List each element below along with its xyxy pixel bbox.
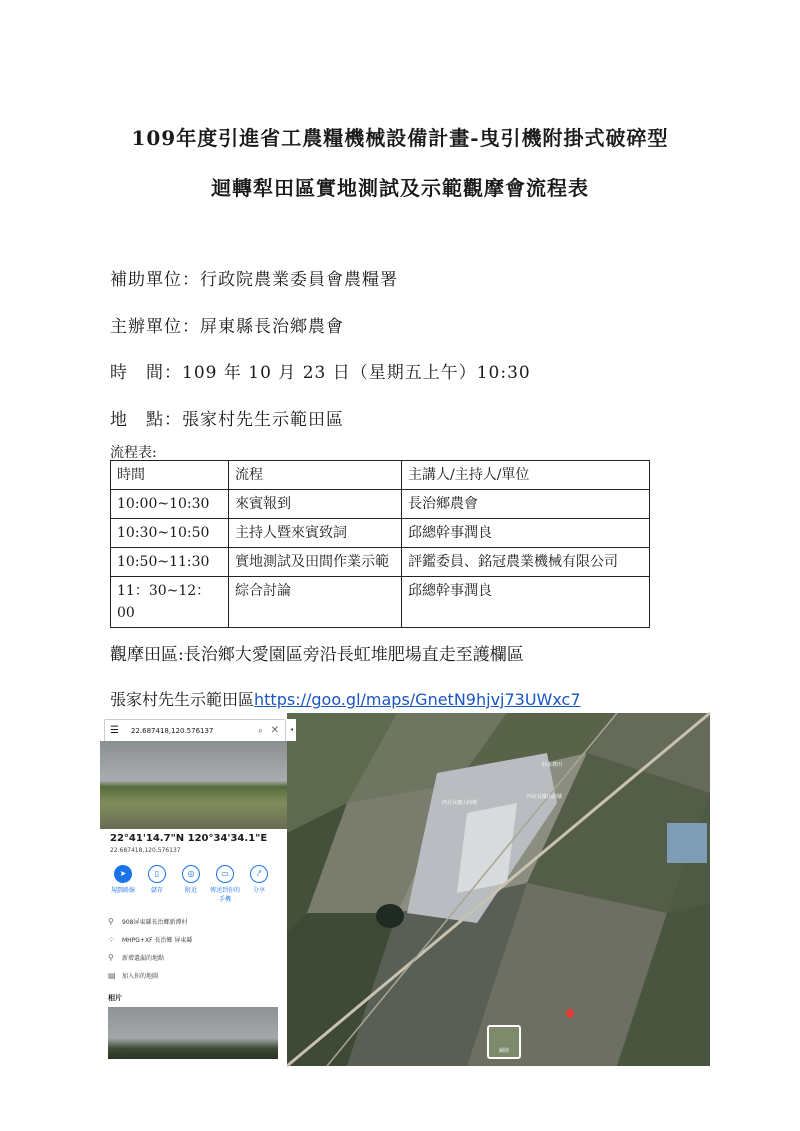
header-cell: 流程 xyxy=(229,461,402,490)
flow-table-label: 流程表: xyxy=(110,445,157,461)
nearby-icon: ◎ xyxy=(182,865,200,883)
place-line: 地 點：張家村先生示範田區 xyxy=(110,410,344,430)
organizer-line: 主辦單位：屏東縣長治鄉農會 xyxy=(110,317,344,337)
map-screenshot xyxy=(100,713,769,1066)
process-cell: 來賓報到 xyxy=(229,490,402,519)
plus-code-row[interactable]: ⁘ MHPG+XF 長治鄉 屏東縣 xyxy=(108,935,193,944)
header-cell: 主講人/主持人/單位 xyxy=(402,461,650,490)
table-row xyxy=(111,490,650,519)
action-bar xyxy=(106,865,281,905)
add-missing-place-row[interactable]: ⚲ 新增遺漏的地點 xyxy=(108,953,165,962)
title-line2: 迴轉犁田區實地測試及示範觀摩會流程表 xyxy=(211,176,589,200)
speaker-cell: 長治鄉農會 xyxy=(402,490,650,519)
layers-button[interactable]: 圖層 xyxy=(487,1025,521,1059)
table-row xyxy=(111,519,650,548)
visit-area-line: 觀摩田區:長治鄉大愛園區旁沿長虹堆肥場直走至護欄區 xyxy=(110,645,524,665)
search-box[interactable] xyxy=(104,719,286,743)
process-cell: 主持人暨來賓致詞 xyxy=(229,519,402,548)
phone-icon: ▭ xyxy=(216,865,234,883)
time-cell: 10:50~11:30 xyxy=(111,548,229,577)
add-to-map-row[interactable]: ▤ 加入你的地圖 xyxy=(108,971,159,980)
share-button[interactable]: ⤤ 分享 xyxy=(242,865,276,894)
map-link[interactable]: https://goo.gl/maps/GnetN9hjvj73UWxc7 xyxy=(254,690,581,709)
process-cell: 綜合討論 xyxy=(229,577,402,628)
map-label: 西北長慶山商號 xyxy=(527,794,563,800)
directions-button[interactable]: ➤ 規劃路線 xyxy=(106,865,140,894)
directions-icon: ➤ xyxy=(114,865,132,883)
photos-heading: 相片 xyxy=(108,994,122,1002)
place-marker-icon: ⚲ xyxy=(108,917,114,926)
time-line: 時 間：109 年 10 月 23 日（星期五上午）10:30 xyxy=(110,363,531,383)
street-photo[interactable] xyxy=(108,1007,278,1059)
add-place-icon: ⚲ xyxy=(108,953,114,962)
coordinates-decimal: 22.687418,120.576137 xyxy=(110,847,181,854)
flow-table xyxy=(110,460,650,628)
table-row xyxy=(111,548,650,577)
map-link-prefix: 張家村先生示範田區 xyxy=(110,690,255,709)
share-icon: ⤤ xyxy=(250,865,268,883)
speaker-cell: 邱總幹事潤良 xyxy=(402,577,650,628)
sponsor-line: 補助單位：行政院農業委員會農糧署 xyxy=(110,270,398,290)
title-line1: 109年度引進省工農糧機械設備計畫-曳引機附掛式破碎型 xyxy=(131,126,669,150)
time-cell: 10:30~10:50 xyxy=(111,519,229,548)
place-photo[interactable] xyxy=(100,741,287,829)
map-link-line xyxy=(110,687,581,710)
satellite-map[interactable] xyxy=(287,713,769,1066)
google-logo: Google xyxy=(733,1050,769,1060)
process-cell: 實地測試及田間作業示範 xyxy=(229,548,402,577)
plus-code-icon: ⁘ xyxy=(108,935,115,944)
time-cell: 10:00~10:30 xyxy=(111,490,229,519)
map-label: 仙水農田 xyxy=(542,762,563,768)
search-icon[interactable]: ⌕ xyxy=(257,726,263,736)
collapse-panel-icon[interactable]: ◂ xyxy=(287,719,296,741)
coordinates-title: 22°41'14.7"N 120°34'34.1"E xyxy=(110,833,268,844)
close-icon[interactable]: ✕ xyxy=(270,725,279,736)
save-button[interactable]: ▯ 儲存 xyxy=(140,865,174,894)
address-row[interactable]: ⚲ 908屏東縣長治鄉新潭村 xyxy=(108,917,188,926)
speaker-cell: 邱總幹事潤良 xyxy=(402,519,650,548)
menu-icon[interactable]: ☰ xyxy=(110,725,119,736)
search-input[interactable]: 22.687418,120.576137 xyxy=(131,727,214,735)
map-label: 西北長慶山商號 xyxy=(442,800,478,806)
table-row xyxy=(111,577,650,628)
header-cell: 時間 xyxy=(111,461,229,490)
speaker-cell: 評鑑委員、銘冠農業機械有限公司 xyxy=(402,548,650,577)
map-icon: ▤ xyxy=(108,971,116,980)
table-header-row xyxy=(111,461,650,490)
bookmark-icon: ▯ xyxy=(148,865,166,883)
send-to-phone-button[interactable]: ▭ 傳送到你的手機 xyxy=(208,865,242,903)
time-cell: 11：30~12：00 xyxy=(111,577,229,628)
nearby-button[interactable]: ◎ 附近 xyxy=(174,865,208,894)
place-panel xyxy=(100,713,293,1066)
